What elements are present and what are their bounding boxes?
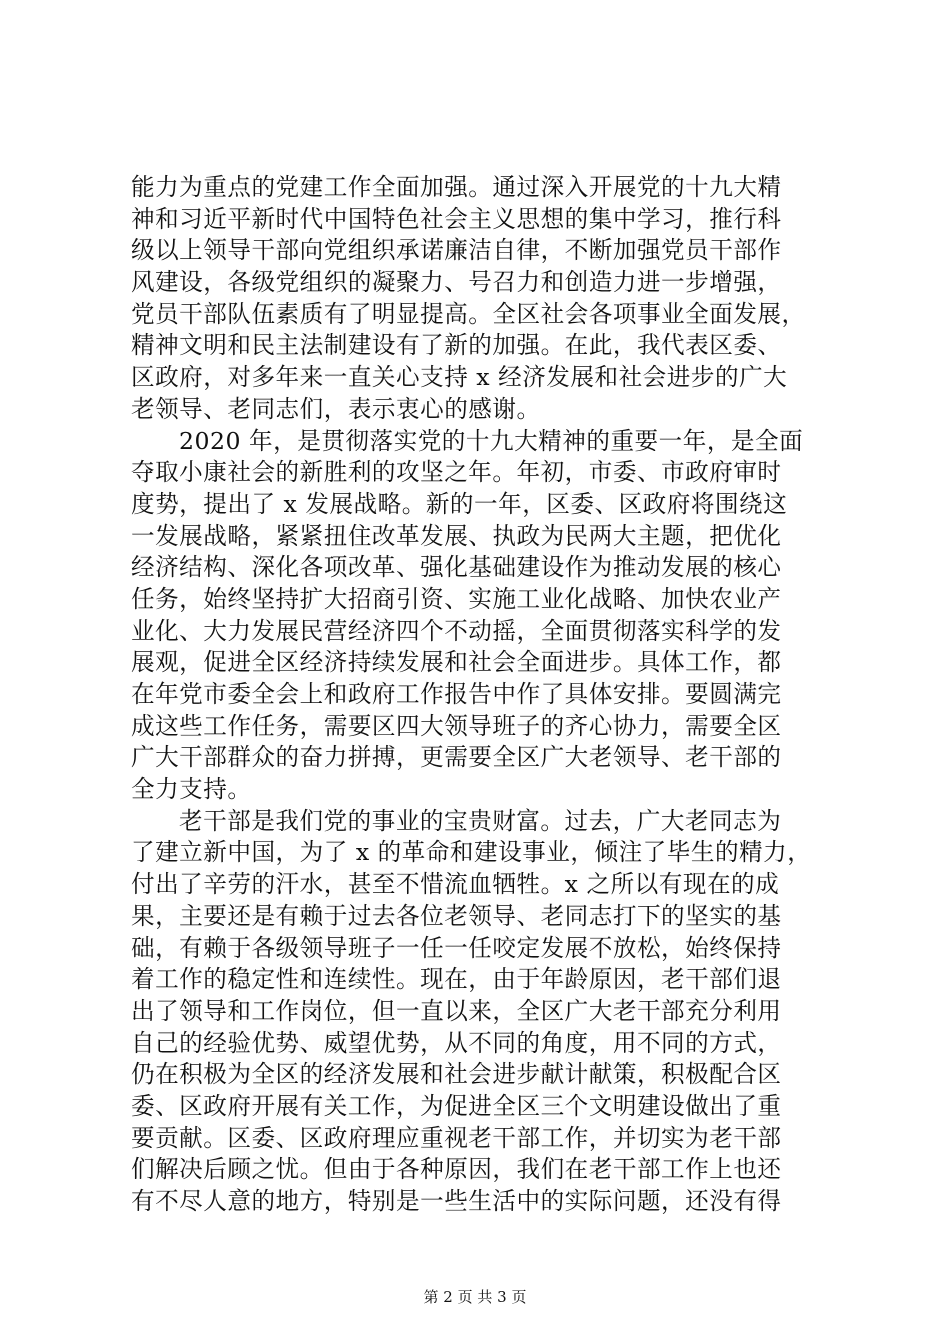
text-line: 果，主要还是有赖于过去各位老领导、老同志打下的坚实的基	[131, 901, 782, 930]
text-line: 神和习近平新时代中国特色社会主义思想的集中学习，推行科	[131, 204, 782, 233]
text-line: 夺取小康社会的新胜利的攻坚之年。年初，市委、市政府审时	[131, 458, 782, 487]
paragraph	[131, 426, 823, 806]
text-line: 出了领导和工作岗位，但一直以来，全区广大老干部充分利用	[131, 996, 782, 1025]
text-line: 们解决后顾之忧。但由于各种原因，我们在老干部工作上也还	[131, 1155, 782, 1184]
text-line: 广大干部群众的奋力拼搏，更需要全区广大老领导、老干部的	[131, 743, 782, 772]
text-line: 业化、大力发展民营经济四个不动摇，全面贯彻落实科学的发	[131, 616, 782, 645]
text-line: 着工作的稳定性和连续性。现在，由于年龄原因，老干部们退	[131, 965, 782, 994]
text-line: 风建设，各级党组织的凝聚力、号召力和创造力进一步增强，	[131, 268, 782, 297]
text-line: 度势，提出了 x 发展战略。新的一年，区委、区政府将围绕这	[131, 489, 788, 518]
paragraph	[131, 806, 823, 1218]
text-line: 展观，促进全区经济持续发展和社会全面进步。具体工作，都	[131, 648, 782, 677]
text-line: 础，有赖于各级领导班子一任一任咬定发展不放松，始终保持	[131, 933, 782, 962]
text-line: 精神文明和民主法制建设有了新的加强。在此，我代表区委、	[131, 331, 782, 360]
text-line: 自己的经验优势、威望优势，从不同的角度，用不同的方式，	[131, 1028, 782, 1057]
text-line: 经济结构、深化各项改革、强化基础建设作为推动发展的核心	[131, 553, 782, 582]
text-line: 老干部是我们党的事业的宝贵财富。过去，广大老同志为	[179, 806, 782, 835]
text-line: 要贡献。区委、区政府理应重视老干部工作，并切实为老干部	[131, 1123, 782, 1152]
text-line: 级以上领导干部向党组织承诺廉洁自律，不断加强党员干部作	[131, 236, 782, 265]
text-line: 任务，始终坚持扩大招商引资、实施工业化战略、加快农业产	[131, 584, 782, 613]
text-line: 付出了辛劳的汗水，甚至不惜流血牺牲。x 之所以有现在的成	[131, 870, 780, 899]
text-line: 老领导、老同志们，表示衷心的感谢。	[131, 394, 541, 423]
text-line: 全力支持。	[131, 775, 252, 804]
document-body	[131, 172, 823, 1218]
text-line: 在年党市委全会上和政府工作报告中作了具体安排。要圆满完	[131, 680, 782, 708]
text-line: 区政府，对多年来一直关心支持 x 经济发展和社会进步的广大	[131, 363, 788, 392]
text-line: 2020 年，是贯彻落实党的十九大精神的重要一年，是全面	[179, 426, 804, 455]
text-line: 有不尽人意的地方，特别是一些生活中的实际问题，还没有得	[131, 1187, 782, 1215]
text-line: 一发展战略，紧紧扭住改革发展、执政为民两大主题，把优化	[131, 521, 782, 550]
text-line: 成这些工作任务，需要区四大领导班子的齐心协力，需要全区	[131, 711, 782, 740]
text-line: 委、区政府开展有关工作，为促进全区三个文明建设做出了重	[131, 1091, 782, 1120]
text-line: 了建立新中国，为了 x 的革命和建设事业，倾注了毕生的精力，	[131, 838, 812, 867]
text-line: 党员干部队伍素质有了明显提高。全区社会各项事业全面发展，	[131, 299, 806, 328]
paragraph	[131, 172, 823, 426]
text-line: 仍在积极为全区的经济发展和社会进步献计献策，积极配合区	[131, 1060, 782, 1089]
page-number-footer: 第 2 页 共 3 页	[423, 1288, 527, 1306]
text-line: 能力为重点的党建工作全面加强。通过深入开展党的十九大精	[131, 173, 782, 201]
